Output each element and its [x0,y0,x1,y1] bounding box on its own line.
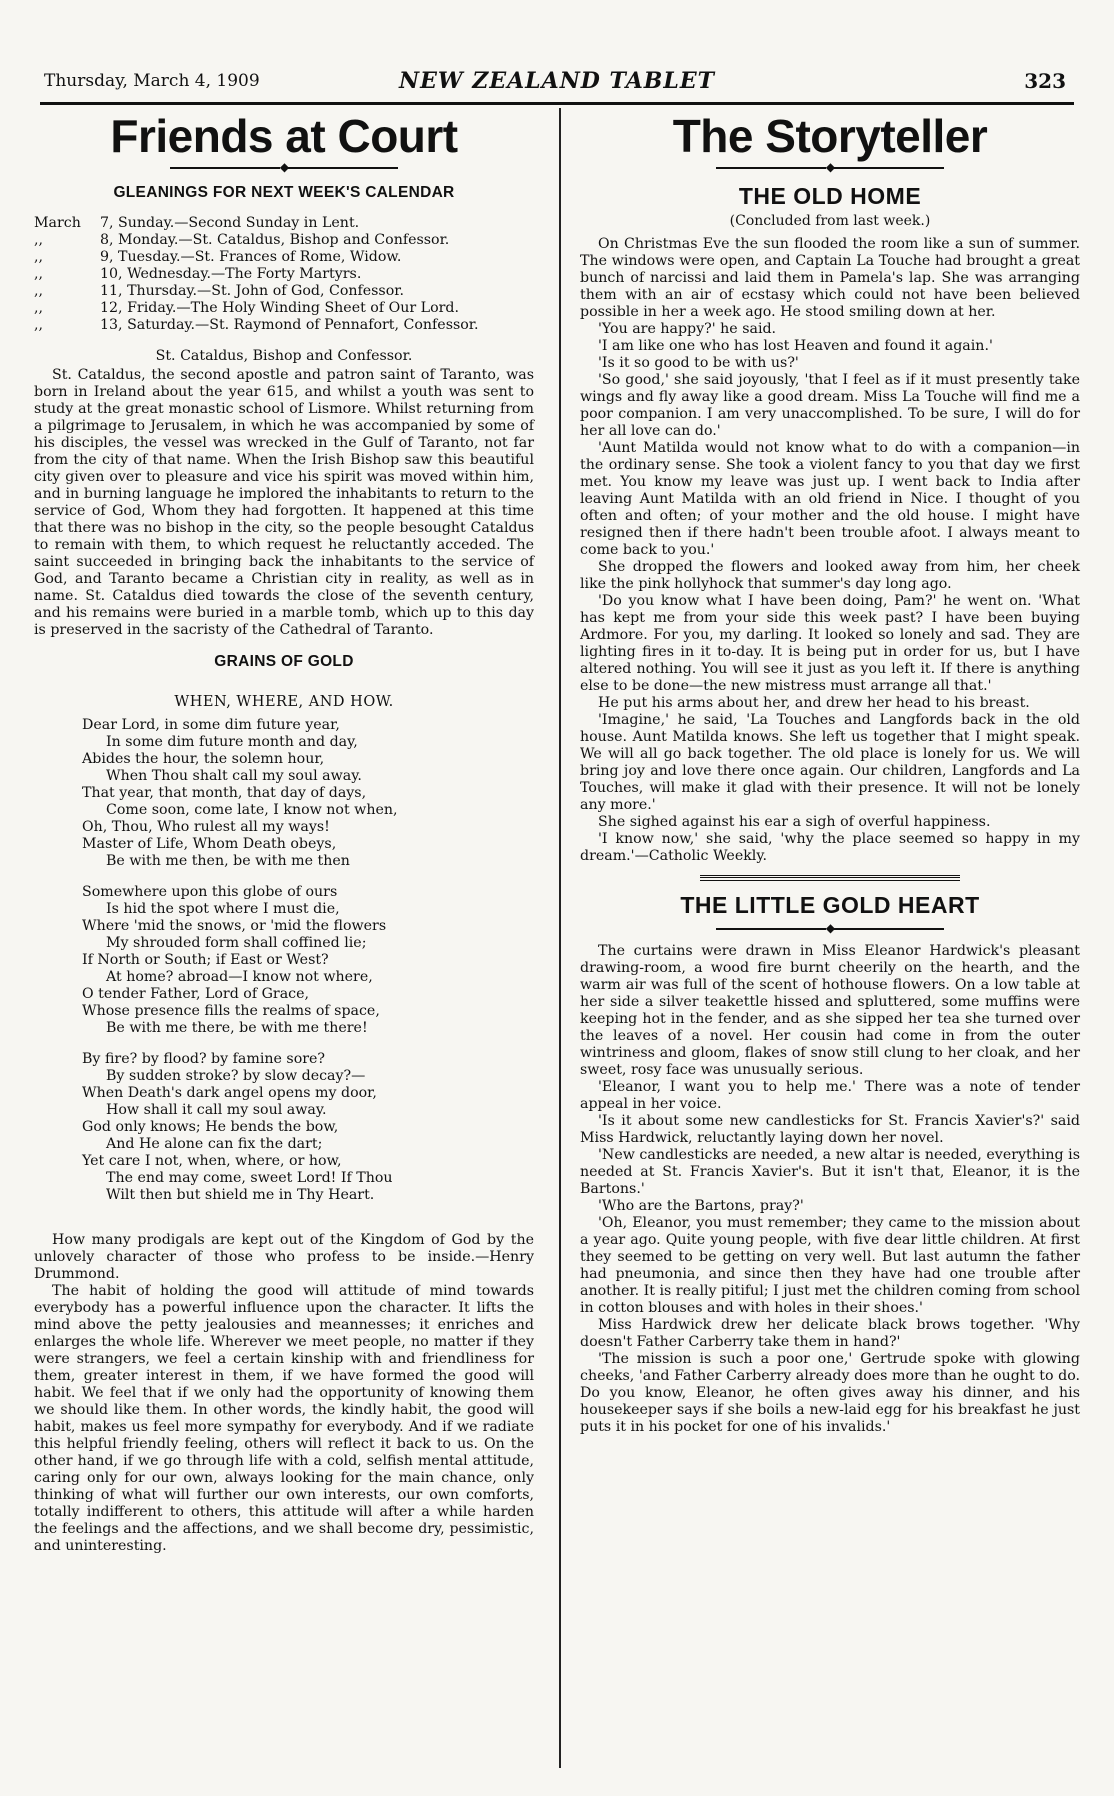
story-separator [700,875,960,881]
poem-line: Come soon, come late, I know not when, [106,802,398,818]
poem-stanza [82,717,534,870]
poem-line: Be with me there, be with me there! [106,1020,368,1036]
saint-heading: St. Cataldus, Bishop and Confessor. [155,348,413,364]
calendar-month: March [34,215,81,231]
little-gold-heart-story [580,943,1080,1436]
ornament-divider: ◆ [34,159,534,176]
story-paragraph: Miss Hardwick drew her delicate black brows together. 'Why doesn't Father Carberry take them in hand?' [580,1317,1080,1350]
story-paragraph: The curtains were drawn in Miss Eleanor Hardwick's pleasant drawing-room, a wood fire burnt cheerily on the hearth, and the warm air was full of the scent of hothouse flowers. On a low table at her side a silver teakettle hissed and spluttered, some muffins were keeping hot in the fender, and as she sipped her tea she turned over the leaves of a novel. Her cousin had come in from the outer wintriness and gloom, flakes of snow still clung to her cloak, and her sweet, rosy face was unusually serious. [580,943,1080,1078]
masthead [40,64,1074,98]
poem-line: My shrouded form shall coffined lie; [106,935,367,951]
friends-at-court-title: Friends at Court [110,110,458,162]
calendar-month: ,, [34,283,44,299]
calendar-text: 8, Monday.—St. Cataldus, Bishop and Confessor. [100,232,450,248]
masthead-rule [40,102,1074,105]
little-gold-heart-heading: THE LITTLE GOLD HEART [680,892,980,918]
poem-line: And He alone can fix the dart; [106,1136,323,1152]
calendar-month: ,, [34,317,44,333]
story-paragraph: 'Is it so good to be with us?' [598,355,799,371]
calendar-entry [34,300,534,317]
story-paragraph: On Christmas Eve the sun flooded the room like a sun of summer. The windows were open, and Captain La Touche had brought a great bunch of narcissi and laid them in Pamela's lap. She was arranging them with an air of ecstasy which could not have been believed possible in her a week ago. He stood smiling down at her. [580,236,1080,320]
story-paragraph: 'You are happy?' he said. [598,321,777,337]
poem-title: WHEN, WHERE, AND HOW. [174,694,394,710]
newspaper-title: NEW ZEALAND TABLET [399,68,715,94]
ornament-divider: ◆ [580,920,1080,937]
issue-date: Thursday, March 4, 1909 [44,71,260,91]
grains-heading: GRAINS OF GOLD [214,653,354,670]
poem-line: How shall it call my soul away. [106,1102,327,1118]
saint-text: St. Cataldus, the second apostle and patron saint of Taranto, was born in Ireland about the year 615, and whilst a youth was sent to study at the great monastic school of Lismore. Whilst returning from a pilgrimage to Jerusalem, in which he was accompanied by some of his disciples, the vessel was wrecked in the Gulf of Taranto, not far from the city of that name. When the Irish Bishop saw this beautiful city given over to pleasure and vice his spirit was moved within him, and in burning language he implored the inhabitants to return to the service of God, Whom they had forgotten. It happened at this time that there was no bishop in the city, so the people besought Cataldus to remain with them, to which request he reluctantly acceded. The saint succeeded in bringing back the inhabitants to the service of God, and Taranto became a Christian city in reality, as well as in name. St. Cataldus died towards the close of the seventh century, and his remains were buried in a marble tomb, which up to this day is preserved in the sacristy of the Cathedral of Taranto. [34,367,534,638]
calendar-text: 13, Saturday.—St. Raymond of Pennafort, Confessor. [100,317,479,333]
story-paragraph: 'I know now,' she said, 'why the place seemed so happy in my dream.'—Catholic Weekly. [580,831,1080,864]
poem-stanza [82,884,534,1037]
poem-line: By sudden stroke? by slow decay?— [106,1068,366,1084]
poem-line: Where 'mid the snows, or 'mid the flowers [82,918,387,934]
poem [82,717,534,1204]
calendar-list [34,215,534,334]
poem-line: By fire? by flood? by famine sore? [82,1051,326,1067]
story-paragraph: 'Imagine,' he said, 'La Touches and Langfords back in the old house. Aunt Matilda knows. She left us together that I might speak. We will all go back together. The old place is lonely for us. We will bring joy and love there once again. Our children, Langfords and La Touches, will make it glad with their presence. It will not be lonely any more.' [580,712,1080,813]
poem-line: Master of Life, Whom Death obeys, [82,836,337,852]
old-home-heading: THE OLD HOME [738,183,922,209]
concluded-note: (Concluded from last week.) [729,213,931,229]
story-paragraph: 'Oh, Eleanor, you must remember; they came to the mission about a year ago. Quite young people, with five dear little children. At first they seemed to be getting on very well. But last autumn the father had pneumonia, and since then they have had one trouble after another. It is really pitiful; I just met the children coming from school in cotton blouses and with holes in their shoes.' [580,1215,1080,1316]
storyteller-title: The Storyteller [672,110,988,162]
poem-line: O tender Father, Lord of Grace, [82,986,310,1002]
poem-line: Abides the hour, the solemn hour, [82,751,325,767]
old-home-story [580,236,1080,865]
story-paragraph: 'Who are the Bartons, pray?' [598,1198,804,1214]
story-paragraph: 'New candlesticks are needed, a new altar is needed, everything is needed at St. Francis Xavier's. But it isn't that, Eleanor, it is the Bartons.' [580,1147,1080,1197]
story-paragraph: 'Eleanor, I want you to help me.' There was a note of tender appeal in her voice. [580,1079,1080,1112]
page-number: 323 [1024,69,1066,93]
poem-line: At home? abroad—I know not where, [106,969,373,985]
ornament-divider: ◆ [580,159,1080,176]
poem-line: The end may come, sweet Lord! If Thou [106,1170,393,1186]
poem-line: When Death's dark angel opens my door, [82,1085,377,1101]
calendar-entry [34,249,534,266]
calendar-text: 12, Friday.—The Holy Winding Sheet of Our Lord. [100,300,460,316]
calendar-entry [34,317,534,334]
poem-line: Somewhere upon this globe of ours [82,884,338,900]
poem-line: Whose presence fills the realms of space, [82,1003,380,1019]
poem-line: God only knows; He bends the bow, [82,1119,339,1135]
story-paragraph: 'I am like one who has lost Heaven and found it again.' [598,338,993,354]
left-column [34,108,534,1555]
story-paragraph: 'Is it about some new candlesticks for St. Francis Xavier's?' said Miss Hardwick, reluctantly laying down her novel. [580,1113,1080,1146]
poem-line: If North or South; if East or West? [82,952,329,968]
poem-line: Yet care I not, when, where, or how, [82,1153,342,1169]
story-paragraph: He put his arms about her, and drew her head to his breast. [598,695,1030,711]
calendar-text: 11, Thursday.—St. John of God, Confessor. [100,283,404,299]
poem-stanza [82,1051,534,1204]
poem-line: When Thou shalt call my soul away. [106,768,362,784]
prodigals-quote: How many prodigals are kept out of the Kingdom of God by the unlovely character of those who profess to be inside.—Henry Drummond. [34,1232,534,1282]
poem-line: Wilt then but shield me in Thy Heart. [106,1187,375,1203]
story-paragraph: 'So good,' she said joyously, 'that I feel as if it must presently take wings and fly away like a good dream. Miss La Touche will find me a poor companion. I am very unaccomplished. To be sure, I will do for her all love can do.' [580,372,1080,439]
calendar-month: ,, [34,232,44,248]
story-paragraph: 'Do you know what I have been doing, Pam?' he went on. 'What has kept me from your side this week past? I have been buying Ardmore. For you, my darling. It looked so lonely and sad. They are lighting fires in it to-day. It is being put in order for us, but I have altered nothing. You will see it just as you left it. If there is anything else to be done—the new mistress must arrange all that.' [580,593,1080,694]
poem-line: That year, that month, that day of days, [82,785,367,801]
poem-line: In some dim future month and day, [106,734,358,750]
right-column [580,108,1080,1436]
column-divider [559,108,561,1768]
calendar-entry [34,266,534,283]
poem-line: Be with me then, be with me then [106,853,350,869]
calendar-text: 7, Sunday.—Second Sunday in Lent. [100,215,360,231]
poem-line: Oh, Thou, Who rulest all my ways! [82,819,330,835]
poem-line: Is hid the spot where I must die, [106,901,340,917]
calendar-month: ,, [34,300,44,316]
calendar-text: 10, Wednesday.—The Forty Martyrs. [100,266,362,282]
habit-paragraph: The habit of holding the good will attitude of mind towards everybody has a powerful influence upon the character. It lifts the mind above the petty jealousies and meannesses; it enriches and enlarges the whole life. Wherever we meet people, no matter if they were strangers, we feel a certain kinship with and friendliness for them, greater interest in them, if we have formed the good will habit. We feel that if we only had the opportunity of knowing them we should like them. In other words, the kindly habit, the good will habit, makes us feel more sympathy for everybody. And if we radiate this helpful friendly feeling, others will reflect it back to us. On the other hand, if we go through life with a cold, selfish mental attitude, caring only for our own, always looking for the main chance, only thinking of what will further our own interests, our own comforts, totally indifferent to others, this attitude will after a while harden the feelings and the affections, and we shall become dry, pessimistic, and uninteresting. [34,1283,534,1554]
calendar-entry [34,232,534,249]
story-paragraph: She sighed against his ear a sigh of overful happiness. [598,814,991,830]
calendar-heading: GLEANINGS FOR NEXT WEEK'S CALENDAR [113,184,455,201]
calendar-month: ,, [34,249,44,265]
calendar-entry [34,283,534,300]
story-paragraph: 'The mission is such a poor one,' Gertrude spoke with glowing cheeks, 'and Father Carberry already does more than he ought to do. Do you know, Eleanor, he often gives away his dinner, and his housekeeper says if she boils a new-laid egg for his breakfast he just puts it in his pocket for one of his invalids.' [580,1351,1080,1435]
story-paragraph: She dropped the flowers and looked away from him, her cheek like the pink hollyhock that summer's day long ago. [580,559,1080,592]
story-paragraph: 'Aunt Matilda would not know what to do with a companion—in the ordinary sense. She took a violent fancy to you that day we first met. You know my leave was just up. I went back to India after leaving Aunt Matilda with an old friend in Nice. I thought of you often and often; of your mother and the old house. I might have resigned then if there hadn't been trouble afoot. I always meant to come back to you.' [580,440,1080,558]
calendar-entry [34,215,534,232]
calendar-text: 9, Tuesday.—St. Frances of Rome, Widow. [100,249,402,265]
poem-line: Dear Lord, in some dim future year, [82,717,340,733]
calendar-month: ,, [34,266,44,282]
